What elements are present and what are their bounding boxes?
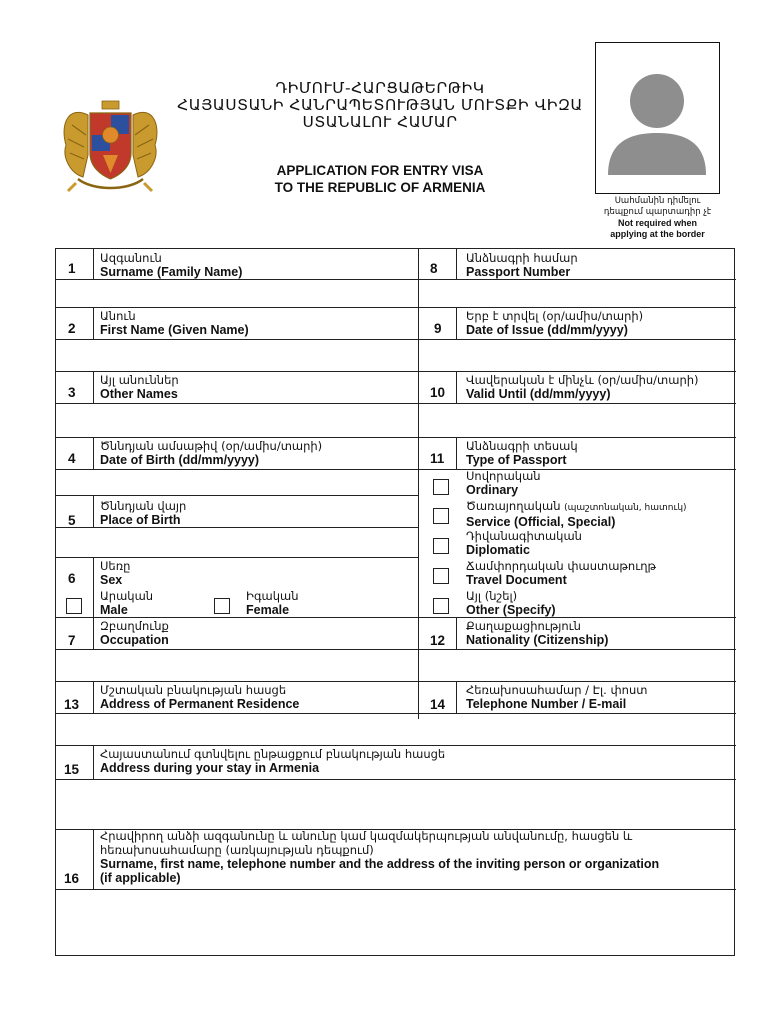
field-13-number: 13 [64,697,80,712]
num-divider [93,495,94,527]
female-label [246,589,299,617]
num-divider [93,249,94,279]
armenian-title-line-1: ԴԻՄՈՒՄ-ՀԱՐՑԱԹԵՐԹԻԿ [275,79,485,97]
field-2-label-am: Անուն [100,309,136,323]
field-4-label-am: Ծննդյան ամսաթիվ (օր/ամիս/տարի) [100,439,323,453]
field-11-number: 11 [430,451,445,466]
field-7-label-am: Զբաղմունք [100,619,169,633]
english-title [200,162,560,196]
field-3-label [100,373,179,401]
num-divider [93,371,94,403]
other-passport-label-en: Other (Specify) [466,603,556,617]
female-checkbox[interactable] [214,598,230,614]
photo-box[interactable] [595,42,720,194]
diplomatic-label-en: Diplomatic [466,543,530,557]
field-5-number: 5 [68,513,76,528]
coat-of-arms-emblem [58,95,163,195]
num-divider [93,307,94,339]
field-13-label-en: Address of Permanent Residence [100,697,300,711]
field-2-label-en: First Name (Given Name) [100,323,249,337]
row-line [56,437,736,438]
field-14-label-en: Telephone Number / E-mail [466,697,627,711]
service-label [466,499,687,529]
num-divider [456,249,457,279]
field-10-label-en: Valid Until (dd/mm/yyyy) [466,387,611,401]
diplomatic-label [466,529,582,557]
num-divider [456,307,457,339]
field-12-label-am: Քաղաքացիություն [466,619,581,633]
field-2-label [100,309,249,337]
num-divider [93,617,94,649]
field-6-number: 6 [68,571,76,586]
armenian-title-line-3: ՍՏԱՆԱԼՈՒ ՀԱՄԱՐ [302,113,458,131]
field-9-label [466,309,643,337]
address-in-armenia-input[interactable] [56,780,735,828]
field-16-label-en-1: Surname, first name, telephone number and the address of the inviting person or organization [100,857,660,871]
english-title-line-1: APPLICATION FOR ENTRY VISA [276,163,484,178]
field-16-label-am-2: հեռախոսահամարը (առկայության դեպքում) [100,843,374,857]
photo-note [585,196,730,240]
num-divider [456,681,457,713]
row-line [56,557,418,558]
field-8-number: 8 [430,261,438,276]
male-label [100,589,153,617]
service-label-am-wrap [466,499,687,515]
passport-number-input[interactable] [419,280,735,306]
row-line [56,617,736,618]
field-13-label-am: Մշտական բնակության հասցե [100,683,287,697]
person-silhouette-icon [596,43,718,192]
field-14-number: 14 [430,697,446,712]
field-15-label-am: Հայաստանում գտնվելու ընթացքում բնակության հասցե [100,747,446,761]
field-11-label-en: Type of Passport [466,453,567,467]
field-8-label [466,251,578,279]
row-line [56,307,736,308]
field-2-number: 2 [68,321,76,336]
photo-note-en-2: applying at the border [610,229,705,239]
field-9-label-en: Date of Issue (dd/mm/yyyy) [466,323,628,337]
field-1-label-am: Ազգանուն [100,251,162,265]
permanent-address-input[interactable] [56,714,417,744]
service-label-am: Ծառայողական [466,499,561,513]
field-1-label [100,251,242,279]
occupation-input[interactable] [56,650,417,680]
field-10-label [466,373,699,401]
diplomatic-label-am: Դիվանագիտական [466,529,582,543]
travel-document-label [466,559,656,587]
field-16-label [100,829,730,885]
row-line [56,745,736,746]
surname-input[interactable] [56,280,417,306]
ordinary-label-en: Ordinary [466,483,519,497]
field-4-label [100,439,322,467]
field-5-label [100,499,186,527]
ordinary-checkbox[interactable] [433,479,449,495]
num-divider [456,437,457,469]
field-9-label-am: Երբ է տրվել (օր/ամիս/տարի) [466,309,644,323]
diplomatic-checkbox[interactable] [433,538,449,554]
field-14-label [466,683,647,711]
field-6-label-en: Sex [100,573,123,587]
num-divider [93,829,94,889]
male-checkbox[interactable] [66,598,82,614]
field-15-number: 15 [64,762,80,777]
travel-document-label-am: Ճամփորդական փաստաթուղթ [466,559,656,573]
field-1-label-en: Surname (Family Name) [100,265,243,279]
field-4-number: 4 [68,451,76,466]
photo-note-am-1: Սահմանին դիմելու [614,196,701,206]
photo-note-en-1: Not required when [617,218,697,228]
num-divider [93,437,94,469]
num-divider [456,617,457,649]
field-9-number: 9 [434,321,442,336]
service-label-en: Service (Official, Special) [466,515,616,529]
armenian-title-line-2: ՀԱՅԱՍՏԱՆԻ ՀԱՆՐԱՊԵՏՈՒԹՅԱՆ ՄՈՒՏՔԻ ՎԻԶԱ [177,96,583,114]
ordinary-label-am: Սովորական [466,469,541,483]
field-8-label-am: Անձնագրի համար [466,251,578,265]
field-12-number: 12 [430,633,446,648]
date-of-issue-input[interactable] [419,340,735,370]
field-4-label-en: Date of Birth (dd/mm/yyyy) [100,453,260,467]
field-6-label [100,559,130,587]
field-1-number: 1 [68,261,76,276]
num-divider [93,745,94,779]
service-checkbox[interactable] [433,508,449,524]
num-divider [456,371,457,403]
valid-until-input[interactable] [419,404,735,436]
field-16-number: 16 [64,871,80,886]
field-3-label-am: Այլ անուններ [100,373,179,387]
female-label-am: Իգական [246,589,299,603]
first-name-input[interactable] [56,340,417,370]
field-5-label-en: Place of Birth [100,513,181,527]
field-12-label [466,619,608,647]
field-16-label-am-1: Հրավիրող անձի ազգանունը և անունը կամ կազմակերպության անվանումը, հասցեն և [100,829,633,843]
field-5-label-am: Ծննդյան վայր [100,499,187,513]
service-label-am-small: (պաշտոնական, հատուկ) [564,503,687,513]
field-7-number: 7 [68,633,76,648]
photo-note-am-2: դեպքում պարտադիր չէ [603,207,712,217]
travel-document-label-en: Travel Document [466,573,567,587]
field-15-label [100,747,445,775]
field-16-label-en-2: (if applicable) [100,871,181,885]
field-3-number: 3 [68,385,76,400]
english-title-line-2: TO THE REPUBLIC OF ARMENIA [274,180,486,195]
female-label-en: Female [246,603,290,617]
other-passport-checkbox[interactable] [433,598,449,614]
armenian-title [170,80,590,131]
field-10-number: 10 [430,385,446,400]
date-of-birth-input[interactable] [56,470,417,494]
field-13-label [100,683,299,711]
other-passport-label [466,589,556,617]
row-line [56,681,736,682]
num-divider [93,557,94,617]
field-7-label-en: Occupation [100,633,169,647]
field-14-label-am: Հեռախոսահամար / Էլ. փոստ [466,683,648,697]
row-line [56,495,418,496]
field-11-label-am: Անձնագրի տեսակ [466,439,578,453]
male-label-en: Male [100,603,128,617]
field-11-label [466,439,578,467]
other-passport-label-am: Այլ (նշել) [466,589,518,603]
place-of-birth-input[interactable] [56,528,417,556]
num-divider [93,681,94,713]
nationality-input[interactable] [419,650,735,680]
travel-document-checkbox[interactable] [433,568,449,584]
row-line [56,371,736,372]
field-8-label-en: Passport Number [466,265,571,279]
other-names-input[interactable] [56,404,417,436]
field-10-label-am: Վավերական է մինչև (օր/ամիս/տարի) [466,373,699,387]
field-7-label [100,619,169,647]
telephone-email-input[interactable] [419,714,735,744]
inviting-person-input[interactable] [56,890,735,955]
field-15-label-en: Address during your stay in Armenia [100,761,320,775]
ordinary-label [466,469,541,497]
visa-application-form [55,248,735,956]
field-6-label-am: Սեռը [100,559,131,573]
field-12-label-en: Nationality (Citizenship) [466,633,609,647]
field-3-label-en: Other Names [100,387,178,401]
male-label-am: Արական [100,589,154,603]
